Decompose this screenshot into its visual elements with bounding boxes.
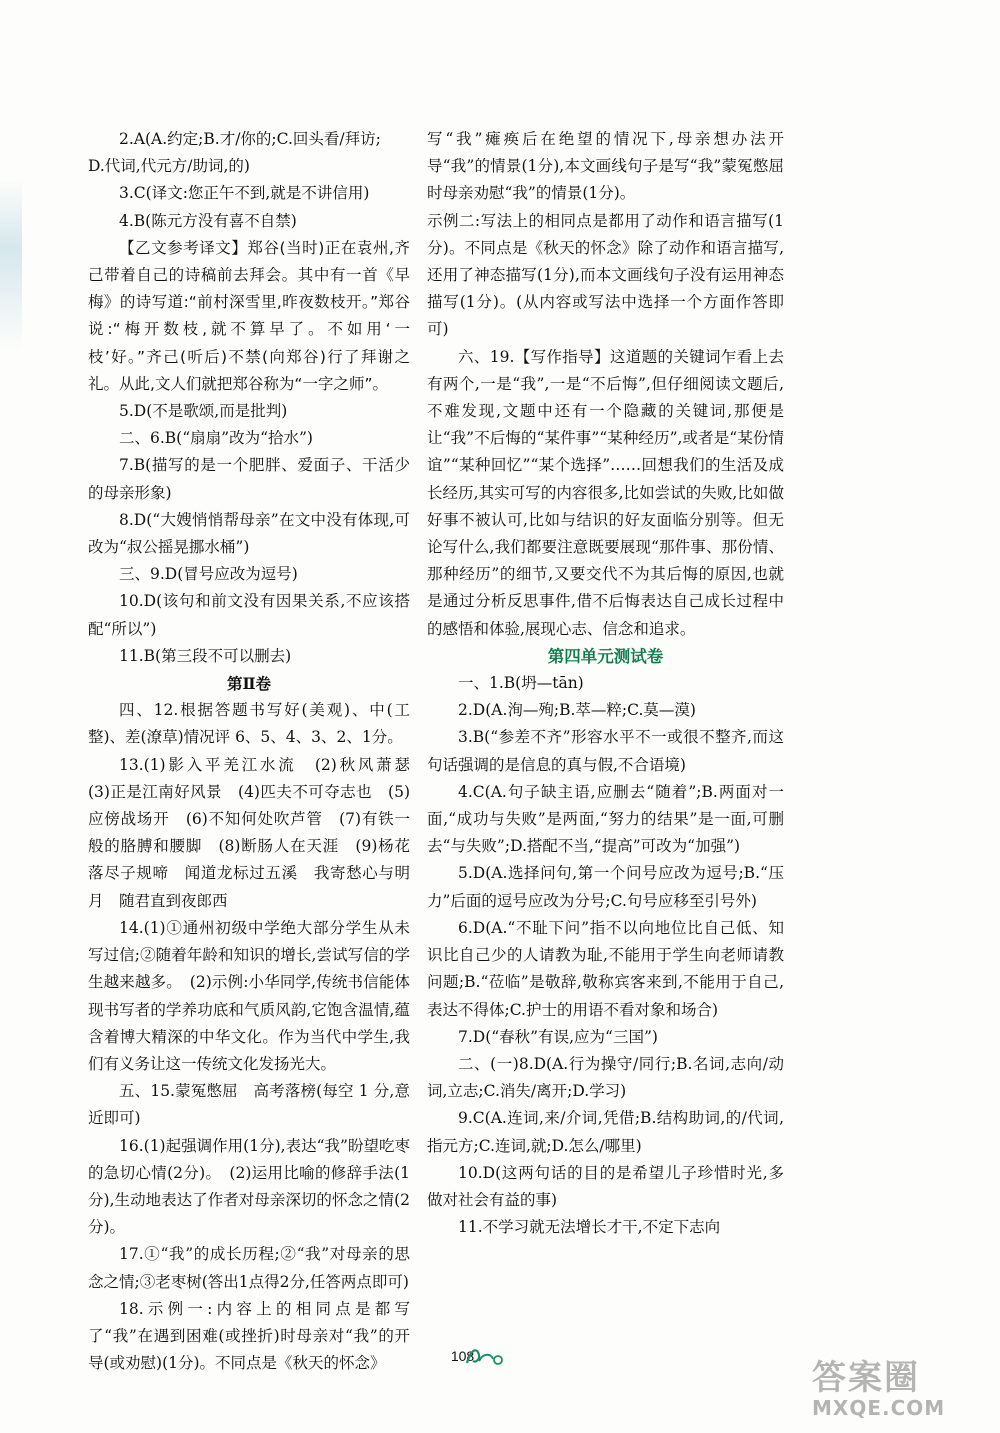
unit4-answer-8: 二、(一)8.D(A.行为操守/同行;B.名词,志向/动词,立志;C.消失/离开;D.学习) xyxy=(427,1054,784,1101)
answer-18: 18.示例一:内容上的相同点是都写了“我”在遇到困难(或挫折)时母亲对“我”的开导(或劝慰)(1分)。不同点是《秋天的怀念》 xyxy=(88,1299,410,1373)
answer-3: 3.C(译文:您正午不到,就是不讲信用) xyxy=(119,184,370,203)
unit-4-test-title: 第四单元测试卷 xyxy=(547,646,664,666)
answer-19-writing-guide: 六、19.【写作指导】这道题的关键词乍看上去有两个,一是“我”,一是“不后悔”,但仔细阅读文题后,不难发现,文题中还有一个隐藏的关键词,那便是让“我”不后悔的“某件事”“某种经历”,或者是“某份情谊”“某种回忆”“某个选择”……回想我们的生活及成长经历,其实可写的内容很多,比如尝试的失败,比如做好事不被认可,比如与结识的好友面临分别等。但无论写什么,我们都要注意既要展现“那件事、那份情、那种经历”的细节,又要交代不为其后悔的原因,也就是通过分析反思事件,借不后悔表达自己成长过程中的感悟和体验,展现心志、信念和追求。 xyxy=(427,347,784,638)
answer-15: 五、15.蒙冤憋屈 高考落榜(每空 1 分,意近即可) xyxy=(88,1082,410,1128)
volume-2-heading: 第Ⅱ卷 xyxy=(226,674,272,694)
left-column xyxy=(88,126,426,1377)
page-number: 108 xyxy=(450,1348,475,1364)
unit4-answer-9: 9.C(A.连词,来/介词,凭借;B.结构助词,的/代词,指元方;C.连词,就;D.怎么/哪里) xyxy=(427,1109,784,1155)
answer-13: 13.(1)影入平羌江水流 (2)秋风萧瑟 (3)正是江南好风景 (4)匹夫不可夺志也 (5)应傍战场开 (6)不知何处吹芦管 (7)有铁一般的胳膊和腰脚 (8)断肠人在天涯 (9)杨花落尽子规啼 闻道龙标过五溪 我寄愁心与明月 随君直到夜郎西 xyxy=(88,755,426,910)
answer-2: 2.A(A.约定;B.才/你的;C.回头看/拜访; xyxy=(119,130,381,148)
page-ornament-icon xyxy=(463,1343,507,1369)
answer-14: 14.(1)①通州初级中学绝大部分学生从未写过信;②随着年龄和知识的增长,尝试写信的学生越来越多。 (2)示例:小华同学,传统书信能体现书写者的学养功底和气质风韵,它饱含温情,蕴含着博大精深的中华文化。作为当代中学生,我们有义务让这一传统文化发扬光大。 xyxy=(88,918,410,1073)
unit4-answer-6: 6.D(A.“不耻下问”指不以向地位比自己低、知识比自己少的人请教为耻,不能用于学生向老师请教问题;B.“莅临”是敬辞,敬称宾客来到,不能用于自己,表达不得体;C.护士的用语不看对象和场合) xyxy=(427,918,784,1019)
answer-17: 17.①“我”的成长历程;②“我”对母亲的思念之情;③老枣树(答出1点得2分,任答两点即可) xyxy=(88,1245,410,1291)
answer-11: 11.B(第三段不可以删去) xyxy=(119,646,292,665)
unit4-answer-1: 一、1.B(坍—tān) xyxy=(458,674,584,693)
unit4-answer-5: 5.D(A.选择问句,第一个问号应改为逗号;B.“压力”后面的逗号应改为分号;C.句号应移至引号外) xyxy=(427,864,784,910)
right-column xyxy=(427,126,784,1241)
answer-4: 4.B(陈元方没有喜不自禁) xyxy=(119,211,297,230)
unit4-answer-3: 3.B(“参差不齐”形容水平不一或很不整齐,而这句话强调的是信息的真与假,不合语境) xyxy=(427,728,784,774)
answer-12: 四、12.根据答题书写好(美观)、中(工整)、差(潦草)情况评 6、5、4、3、2、1分。 xyxy=(88,701,410,747)
watermark-sub: MXQE.COM xyxy=(812,1396,946,1420)
answer-18-example-2: 示例二:写法上的相同点是都用了动作和语言描写(1分)。不同点是《秋天的怀念》除了动作和语言描写,还用了神态描写(1分),而本文画线句子没有运用神态描写(1分)。(从内容或写法中选择一个方面作答即可) xyxy=(427,211,784,339)
answer-7: 7.B(描写的是一个肥胖、爱面子、干活少的母亲形象) xyxy=(88,456,410,502)
unit4-answer-2: 2.D(A.洵—殉;B.萃—粹;C.莫—漠) xyxy=(458,701,696,720)
answer-2-cont: D.代词,代元方/助词,的) xyxy=(88,157,250,176)
watermark-main: 答案圈 xyxy=(812,1358,920,1398)
unit4-answer-10: 10.D(这两句话的目的是希望儿子珍惜时光,多做对社会有益的事) xyxy=(427,1163,784,1209)
reference-translation: 【乙文参考译文】郑谷(当时)正在袁州,齐己带着自己的诗稿前去拜会。其中有一首《早梅》的诗写道:“前村深雪里,昨夜数枝开。”郑谷说:“梅开数枝,就不算早了。不如用‘一枝’好。”齐己(听后)不禁(向郑谷)行了拜谢之礼。从此,文人们就把郑谷称为“一字之师”。 xyxy=(88,238,410,393)
answer-18-cont: 写“我”瘫痪后在绝望的情况下,母亲想办法开导“我”的情景(1分),本文画线句子是写“我”蒙冤憋屈时母亲劝慰“我”的情景(1分)。 xyxy=(427,130,784,203)
answer-9: 三、9.D(冒号应改为逗号) xyxy=(119,565,298,584)
answer-10: 10.D(该句和前文没有因果关系,不应该搭配“所以”) xyxy=(88,592,410,638)
unit4-answer-4: 4.C(A.句子缺主语,应删去“随着”;B.两面对一面,“成功与失败”是两面,“努力的结果”是一面,可删去“与失败”;D.搭配不当,“提高”可改为“加强”) xyxy=(427,782,784,856)
answer-16: 16.(1)起强调作用(1分),表达“我”盼望吃枣的急切心情(2分)。 (2)运用比喻的修辞手法(1分),生动地表达了作者对母亲深切的怀念之情(2分)。 xyxy=(88,1136,410,1237)
unit4-answer-7: 7.D(“春秋”有误,应为“三国”) xyxy=(458,1027,658,1046)
watermark xyxy=(812,1360,992,1430)
answer-5: 5.D(不是歌颂,而是批判) xyxy=(119,402,288,421)
answer-8: 8.D(“大嫂悄悄帮母亲”在文中没有体现,可改为“叔公摇晃挪水桶”) xyxy=(88,510,410,557)
unit4-answer-11: 11.不学习就无法增长才干,不定下志向 xyxy=(458,1218,721,1237)
scan-edge-shadow xyxy=(0,180,22,350)
answer-6: 二、6.B(“扇扇”改为“拾水”) xyxy=(119,429,313,448)
